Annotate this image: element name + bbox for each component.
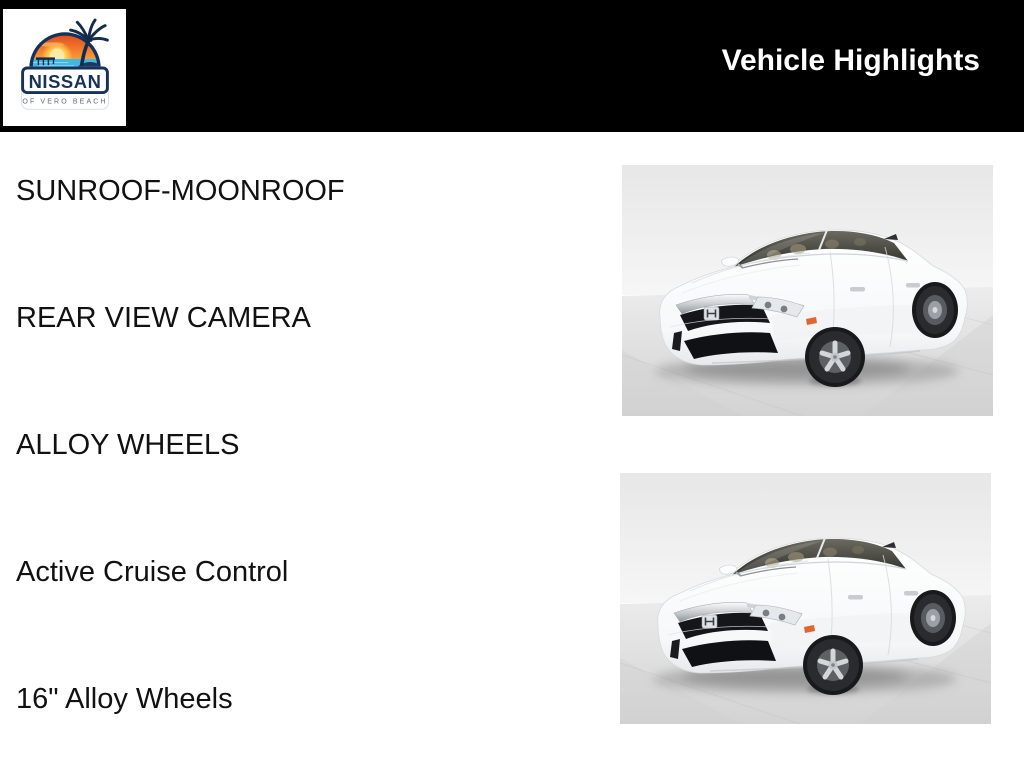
dealer-logo-graphic [7, 12, 123, 124]
header-bar [0, 0, 1024, 132]
sunset-scene [29, 20, 107, 72]
feature-item: REAR VIEW CAMERA [16, 302, 311, 334]
vehicle-photo-1 [622, 165, 993, 416]
feature-item: 16" Alloy Wheels [16, 683, 233, 715]
feature-item: ALLOY WHEELS [16, 429, 240, 461]
logo-brand-text: NISSAN [28, 70, 101, 92]
logo-tagline-text: OF VERO BEACH [21, 98, 108, 106]
page-title: Vehicle Highlights [721, 44, 980, 77]
dealer-logo [3, 9, 126, 126]
feature-item: Active Cruise Control [16, 556, 289, 588]
vehicle-photo-2 [620, 473, 991, 724]
feature-item: SUNROOF-MOONROOF [16, 175, 345, 207]
